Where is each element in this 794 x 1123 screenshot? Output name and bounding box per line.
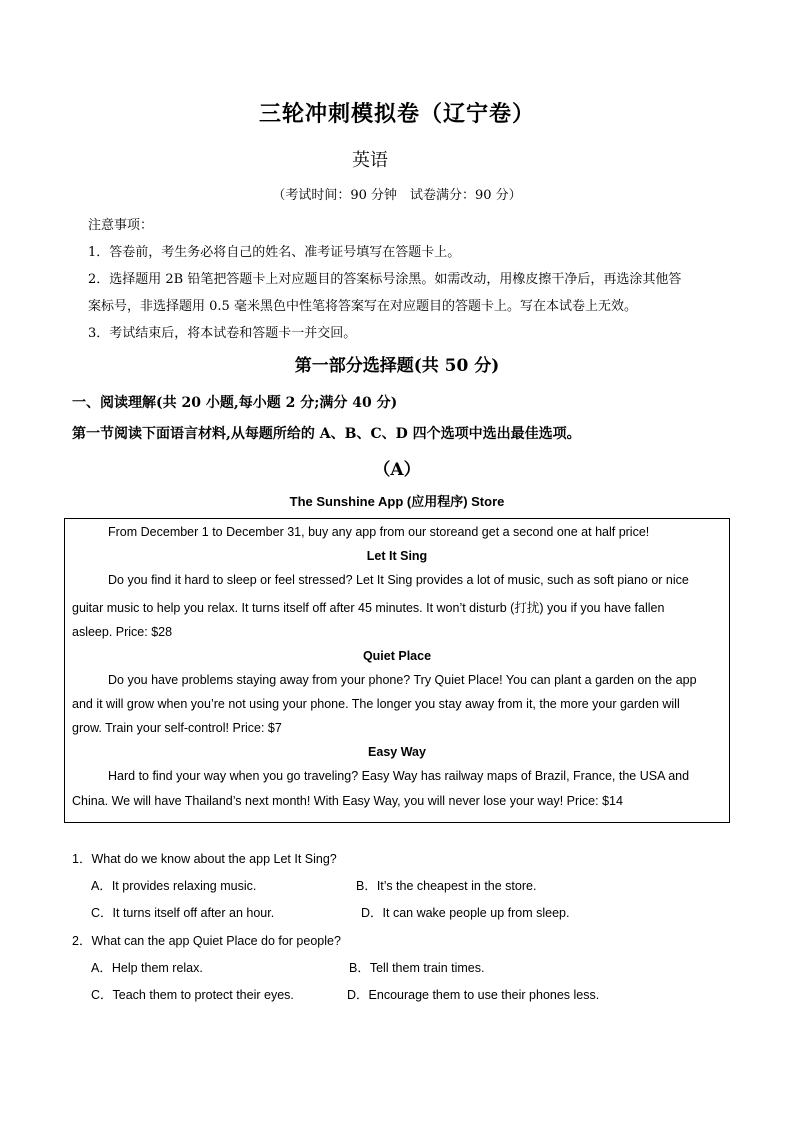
app-name-let-it-sing: Let It Sing: [366, 549, 428, 563]
passage-line: Hard to find your way when you go traveling? Easy Way has railway maps of Brazil, France, the USA and: [108, 769, 690, 783]
question-2-option-b[interactable]: B．Tell them train times.: [349, 961, 485, 975]
passage-line: guitar music to help you relax. It turns itself off after 45 minutes. It won’t disturb (打扰) you if you have fallen: [72, 601, 665, 615]
question-1-option-d[interactable]: D．It can wake people up from sleep.: [361, 906, 570, 920]
part-1-heading: 第一部分选择题(共 50 分): [294, 356, 500, 376]
exam-time-info: （考试时间：90 分钟 试卷满分：90 分）: [272, 188, 522, 203]
passage-line: Do you have problems staying away from your phone? Try Quiet Place! You can plant a garden on the app: [108, 673, 697, 687]
question-2-option-d[interactable]: D．Encourage them to use their phones less.: [347, 988, 600, 1002]
app-name-quiet-place: Quiet Place: [362, 649, 432, 663]
note-item-1: 1．答卷前，考生务必将自己的姓名、准考证号填写在答题卡上。: [88, 245, 461, 260]
exam-title: 三轮冲刺模拟卷（辽宁卷）: [258, 101, 535, 127]
question-2-stem: 2．What can the app Quiet Place do for people?: [72, 934, 341, 948]
note-item-2-line-2: 案标号，非选择题用 0.5 毫米黑色中性笔将答案写在对应题目的答题卡上。写在本试卷上无效。: [88, 299, 637, 314]
note-item-2-line-1: 2．选择题用 2B 铅笔把答题卡上对应题目的答案标号涂黑。如需改动，用橡皮擦干净后，再选涂其他答: [88, 272, 682, 287]
subject-label: 英语: [352, 150, 388, 171]
question-1-option-b[interactable]: B．It’s the cheapest in the store.: [356, 879, 537, 893]
question-2-option-a[interactable]: A．Help them relax.: [91, 961, 203, 975]
notes-heading: 注意事项：: [88, 218, 154, 233]
passage-line: Do you find it hard to sleep or feel stressed? Let It Sing provides a lot of music, such as soft piano or nice: [108, 573, 689, 587]
passage-line: asleep. Price: $28: [72, 625, 173, 639]
note-item-3: 3．考试结束后，将本试卷和答题卡一并交回。: [88, 326, 357, 341]
subsection-heading: 第一节阅读下面语言材料,从每题所给的 A、B、C、D 四个选项中选出最佳选项。: [72, 426, 581, 442]
passage-line: and it will grow when you’re not using your phone. The longer you stay away from it, the more your garden will: [72, 697, 680, 711]
passage-title: The Sunshine App (应用程序) Store: [289, 494, 505, 509]
section-heading: 一、阅读理解(共 20 小题,每小题 2 分;满分 40 分): [72, 395, 398, 411]
question-1-option-a[interactable]: A．It provides relaxing music.: [91, 879, 257, 893]
app-name-easy-way: Easy Way: [368, 745, 426, 759]
passage-intro: From December 1 to December 31, buy any app from our storeand get a second one at half price!: [108, 525, 650, 539]
question-1-option-c[interactable]: C．It turns itself off after an hour.: [91, 906, 275, 920]
passage-line: China. We will have Thailand’s next month! With Easy Way, you will never lose your way! Price: $14: [72, 794, 623, 808]
passage-label: （A）: [373, 460, 421, 480]
passage-line: grow. Train your self-control! Price: $7: [72, 721, 282, 735]
question-2-option-c[interactable]: C．Teach them to protect their eyes.: [91, 988, 294, 1002]
question-1-stem: 1．What do we know about the app Let It Sing?: [72, 852, 337, 866]
